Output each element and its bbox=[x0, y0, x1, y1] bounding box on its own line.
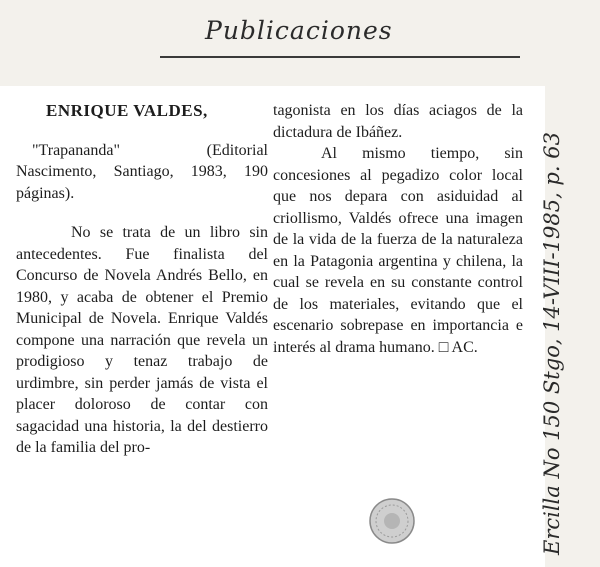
handwritten-section-label: Publicaciones bbox=[205, 16, 393, 45]
article-left-column bbox=[16, 100, 268, 459]
author-initials: AC. bbox=[451, 338, 478, 356]
end-mark: □ bbox=[438, 338, 449, 356]
seal-stamp-icon bbox=[368, 497, 416, 545]
review-paragraph-continuation: tagonista en los días aciagos de la dictadura de Ibáñez. bbox=[273, 102, 523, 141]
article-right-column bbox=[273, 100, 523, 358]
book-details: "Trapananda" (Editorial Nascimento, Santiago, 1983, 190 páginas). bbox=[16, 141, 268, 202]
handwritten-underline bbox=[160, 56, 520, 58]
article-headline: ENRIQUE VALDES, bbox=[46, 101, 208, 120]
handwritten-margin-citation: Ercilla No 150 Stgo, 14-VIII-1985, p. 63 bbox=[540, 132, 564, 555]
review-paragraph-1: No se trata de un libro sin antecedentes. Fue finalista del Concurso de Novela Andrés Bello, en 1980, y acaba de obtener el Premio Municipal de Novela. Enrique Valdés compone una narración que revela un prodigioso y tenaz trabajo de urdimbre, sin perder jamás de vista el placer doloroso de contar con sagacidad una historia, la del destierro de la familia del pro- bbox=[16, 224, 268, 456]
review-paragraph-2 bbox=[273, 143, 523, 358]
review-paragraph-2-text: Al mismo tiempo, sin concesiones al pegadizo color local que nos depara con asiduidad al criollismo, Valdés ofrece una imagen de la vida de la fuerza de la naturaleza en la Patagonia argentina y chilena, la cual se revela en su constante control de los materiales, evitando que el escenario sobrepase en importancia e interés al drama humano. bbox=[273, 145, 523, 356]
